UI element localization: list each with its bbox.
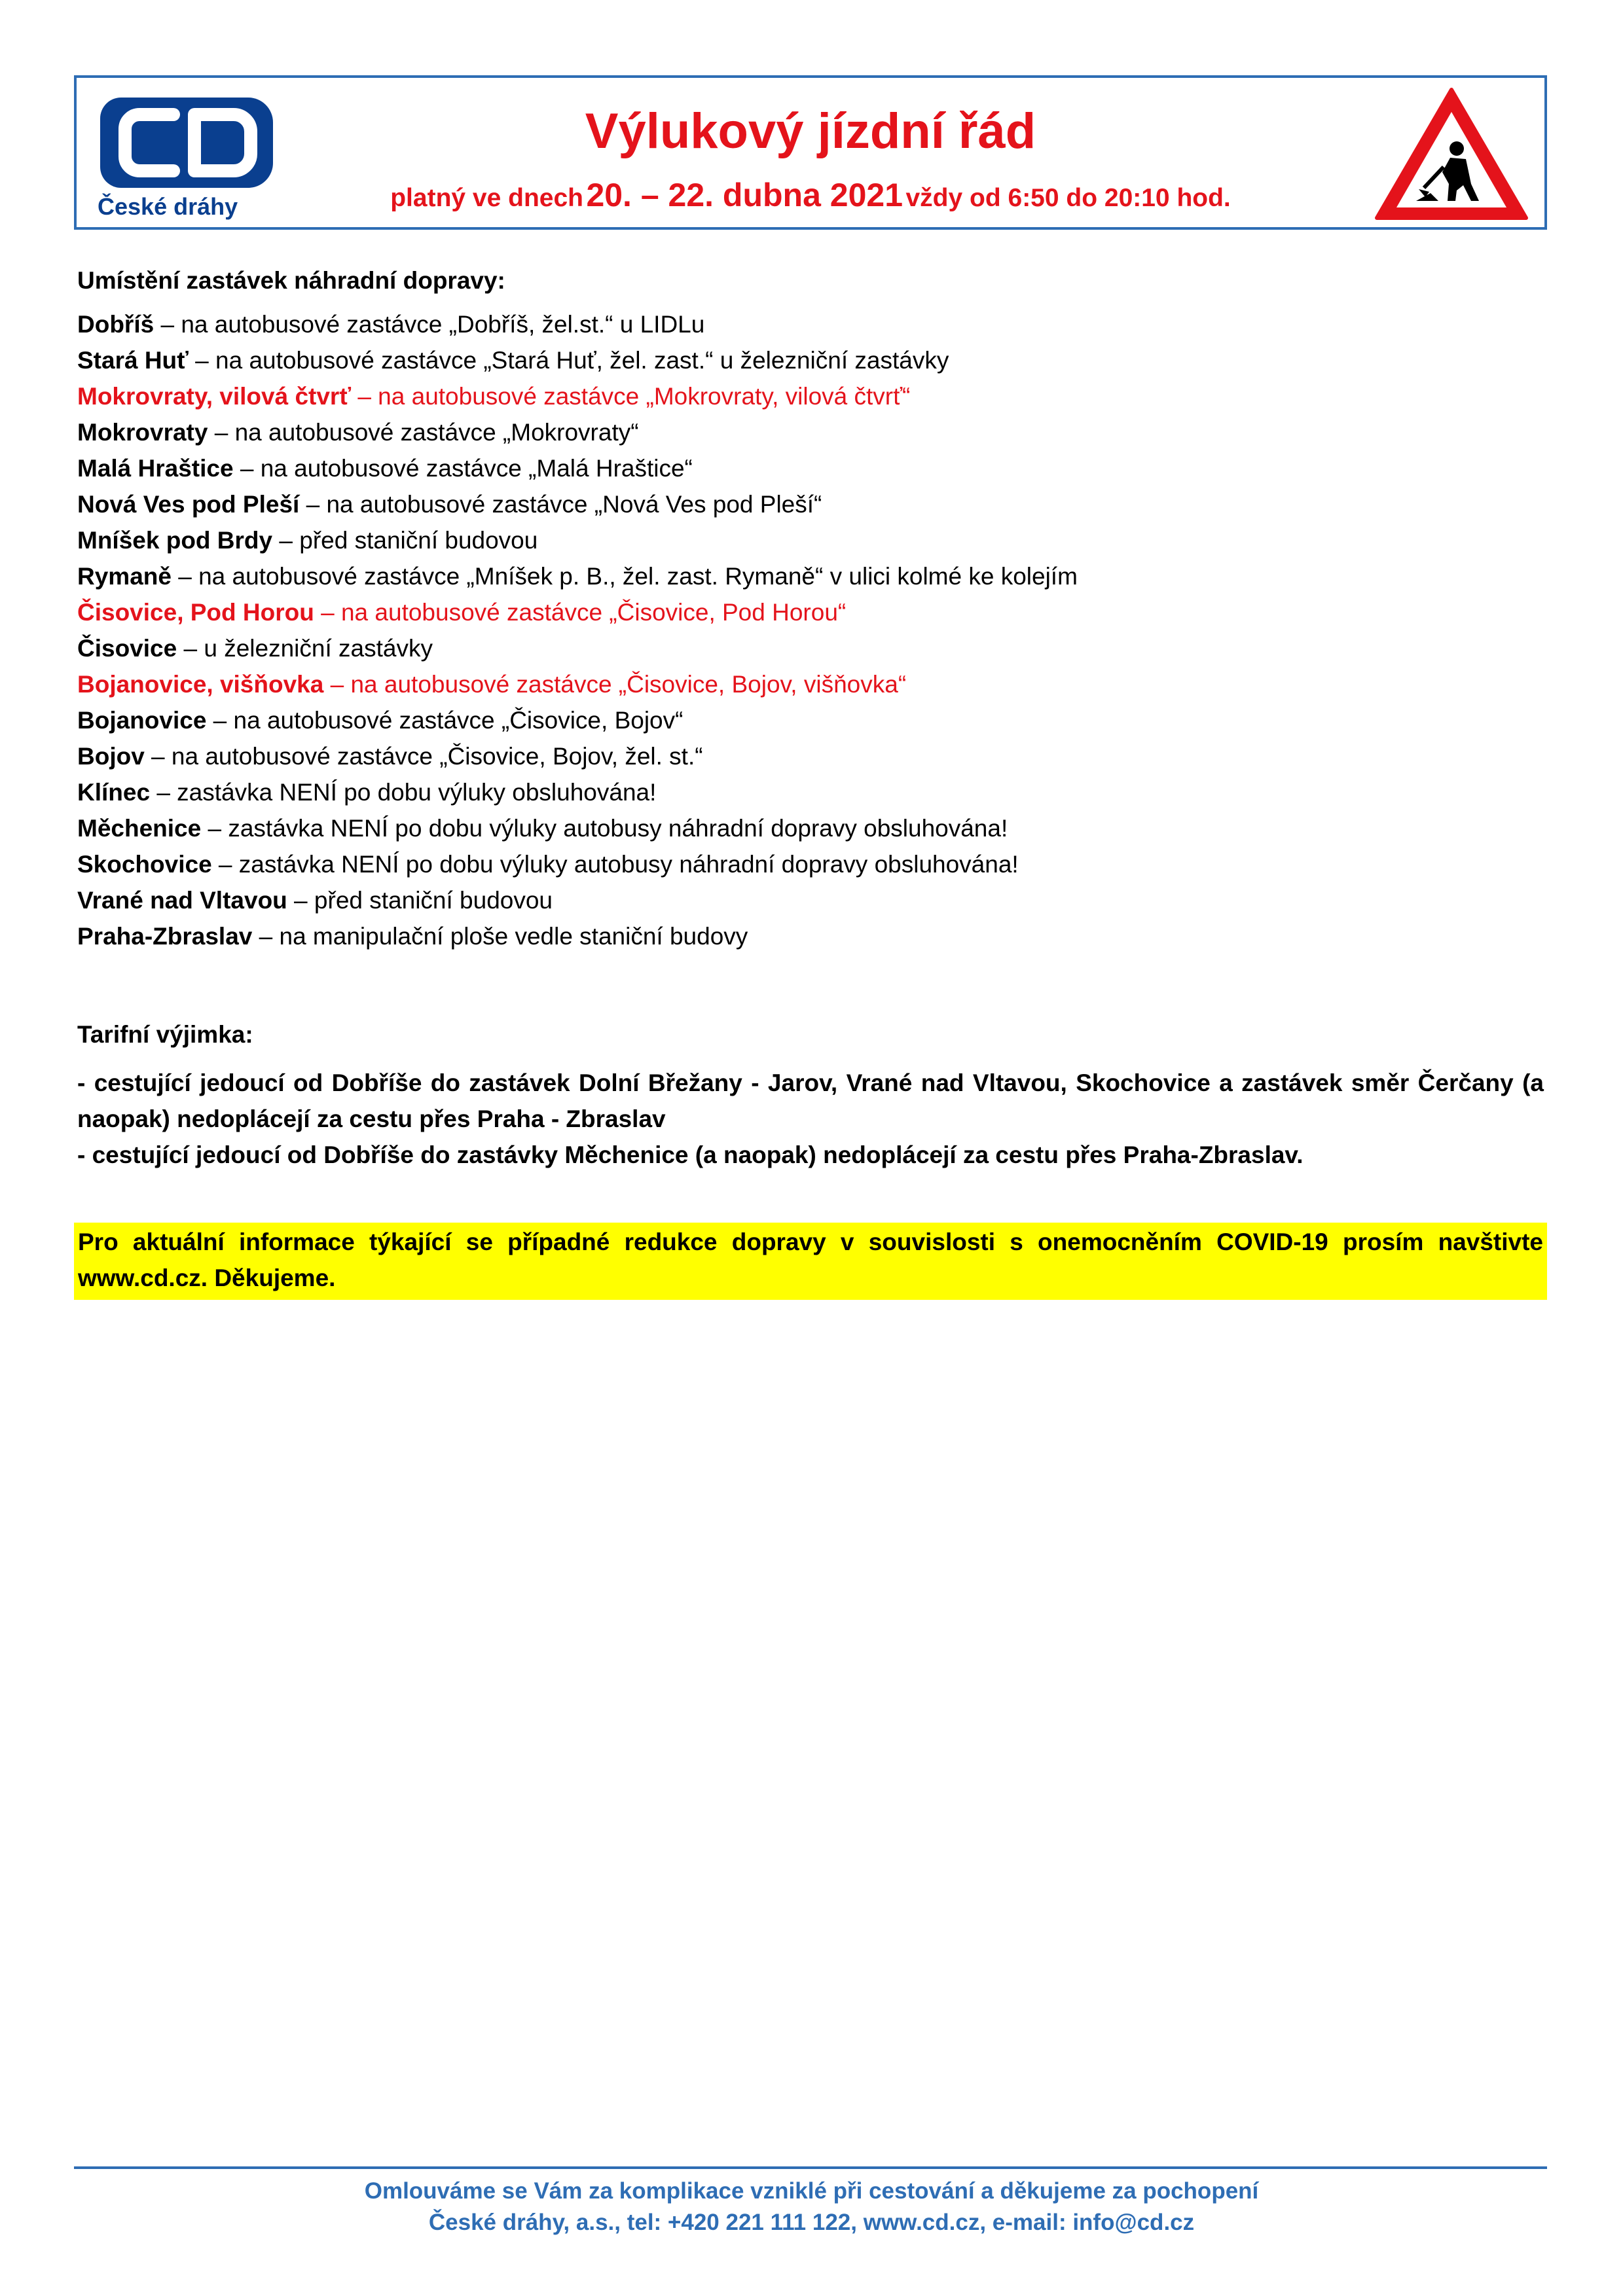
stop-name: Rymaně xyxy=(77,563,172,590)
stop-name: Stará Huť xyxy=(77,347,189,374)
stop-description: – na autobusové zastávce „Mníšek p. B., žel. zast. Rymaně“ v ulici kolmé ke kolejím xyxy=(171,563,1078,590)
stop-description: – před staniční budovou xyxy=(287,887,553,914)
covid-notice: Pro aktuální informace týkající se případné redukce dopravy v souvislosti s onemocněním COVID-19 prosím navštivte www.cd.cz. Děkujeme. xyxy=(74,1223,1547,1300)
stop-name: Mokrovraty xyxy=(77,419,208,446)
stop-description: – před staniční budovou xyxy=(272,527,538,554)
stop-item xyxy=(77,846,1544,882)
stop-item xyxy=(77,810,1544,846)
stop-item xyxy=(77,414,1544,450)
validity-dates: 20. – 22. dubna 2021 xyxy=(586,177,903,213)
stop-item xyxy=(77,918,1544,954)
stop-name: Dobříš xyxy=(77,311,155,338)
stop-item xyxy=(77,558,1544,594)
stop-item xyxy=(77,666,1544,702)
footer-contact: České dráhy, a.s., tel: +420 221 111 122, www.cd.cz, e-mail: info@cd.cz xyxy=(428,2210,1195,2235)
footer xyxy=(0,2176,1623,2238)
stop-description: – na autobusové zastávce „Dobříš, žel.st.“ u LIDLu xyxy=(154,311,705,338)
stop-item xyxy=(77,702,1544,738)
stop-description: – zastávka NENÍ po dobu výluky autobusy náhradní dopravy obsluhována! xyxy=(201,815,1008,842)
stop-name: Bojov xyxy=(77,743,145,770)
tariff-section-title: Tarifní výjimka: xyxy=(77,1021,253,1048)
stop-name: Bojanovice, višňovka xyxy=(77,671,324,698)
validity-prefix: platný ve dnech xyxy=(390,184,583,212)
stop-description: – na autobusové zastávce „Čisovice, Pod Horou“ xyxy=(314,599,847,626)
stop-item xyxy=(77,342,1544,378)
stop-description: – na autobusové zastávce „Nová Ves pod Pleší“ xyxy=(299,491,822,518)
footer-apology: Omlouváme se Vám za komplikace vzniklé při cestování a děkujeme za pochopení xyxy=(364,2178,1259,2204)
stop-description: – na autobusové zastávce „Čisovice, Bojov, višňovka“ xyxy=(323,671,907,698)
stop-description: – zastávka NENÍ po dobu výluky obsluhována! xyxy=(150,779,657,806)
stops-section-title: Umístění zastávek náhradní dopravy: xyxy=(77,267,505,294)
stop-name: Mokrovraty, vilová čtvrť xyxy=(77,383,352,410)
page-title: Výlukový jízdní řád xyxy=(585,103,1036,159)
stop-name: Klínec xyxy=(77,779,151,806)
stop-description: – na autobusové zastávce „Čisovice, Bojov, žel. st.“ xyxy=(144,743,703,770)
stop-description: – na autobusové zastávce „Stará Huť, žel. zast.“ u železniční zastávky xyxy=(188,347,949,374)
stop-item xyxy=(77,306,1544,342)
stop-name: Vrané nad Vltavou xyxy=(77,887,287,914)
roadworks-warning-icon xyxy=(1373,86,1530,223)
stop-name: Praha-Zbraslav xyxy=(77,923,253,950)
validity-suffix: vždy od 6:50 do 20:10 hod. xyxy=(905,184,1231,212)
stop-item xyxy=(77,594,1544,630)
stop-name: Bojanovice xyxy=(77,707,207,734)
tariff-exception xyxy=(77,1065,1544,1173)
stop-description: – na autobusové zastávce „Čisovice, Bojov“ xyxy=(206,707,684,734)
stop-item xyxy=(77,486,1544,522)
stop-description: – u železniční zastávky xyxy=(177,635,433,662)
stop-description: – na autobusové zastávce „Mokrovraty“ xyxy=(208,419,639,446)
stop-item xyxy=(77,378,1544,414)
validity-line xyxy=(77,176,1544,214)
stop-description: – na autobusové zastávce „Malá Hraštice“ xyxy=(233,455,693,482)
stop-item xyxy=(77,522,1544,558)
stop-name: Čisovice xyxy=(77,635,177,662)
stop-item xyxy=(77,738,1544,774)
stop-name: Nová Ves pod Pleší xyxy=(77,491,300,518)
tariff-paragraph: - cestující jedoucí od Dobříše do zastávky Měchenice (a naopak) nedoplácejí za cestu přes Praha-Zbraslav. xyxy=(77,1141,1304,1168)
stop-description: – zastávka NENÍ po dobu výluky autobusy náhradní dopravy obsluhována! xyxy=(211,851,1019,878)
stop-item xyxy=(77,882,1544,918)
logo-caption: České dráhy xyxy=(98,193,238,220)
stop-name: Mníšek pod Brdy xyxy=(77,527,273,554)
footer-divider xyxy=(74,2166,1547,2169)
stop-item xyxy=(77,630,1544,666)
tariff-paragraph: - cestující jedoucí od Dobříše do zastávek Dolní Břežany - Jarov, Vrané nad Vltavou, Skochovice a zastávek směr Čerčany (a naopak) nedoplácejí za cestu přes Praha - Zbraslav xyxy=(77,1069,1544,1132)
stop-description: – na manipulační ploše vedle staniční budovy xyxy=(252,923,748,950)
stop-name: Skochovice xyxy=(77,851,212,878)
header-box xyxy=(74,75,1547,230)
stop-name: Čisovice, Pod Horou xyxy=(77,599,314,626)
stop-item xyxy=(77,450,1544,486)
stop-description: – na autobusové zastávce „Mokrovraty, vilová čtvrť“ xyxy=(351,383,911,410)
stop-name: Měchenice xyxy=(77,815,202,842)
stop-name: Malá Hraštice xyxy=(77,455,234,482)
stops-list xyxy=(77,306,1544,954)
stop-item xyxy=(77,774,1544,810)
